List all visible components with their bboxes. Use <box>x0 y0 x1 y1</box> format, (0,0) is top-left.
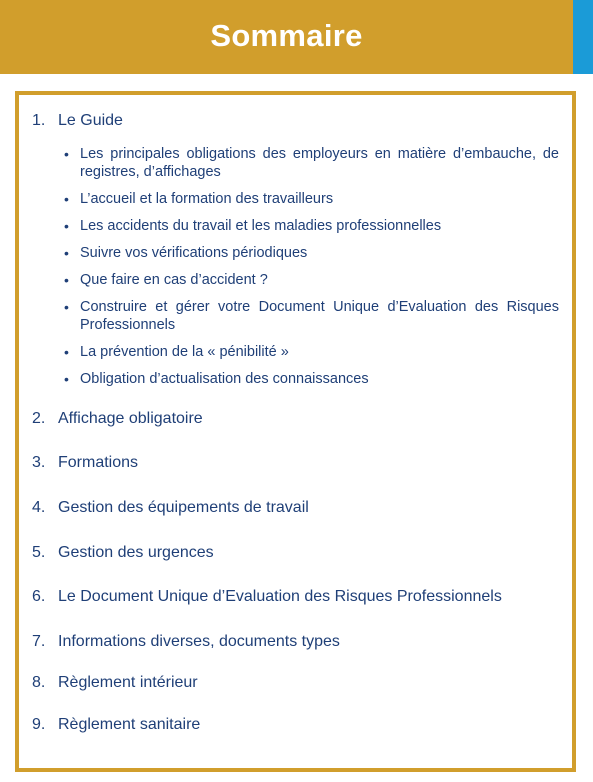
toc-item-number: 2. <box>32 410 46 427</box>
toc-item-number: 9. <box>32 716 46 733</box>
toc-item-5[interactable] <box>32 544 556 562</box>
bullet-icon: • <box>64 218 69 234</box>
toc-item-number: 4. <box>32 499 46 516</box>
toc-subitem-label: Suivre vos vérifications périodiques <box>80 245 308 261</box>
toc-subitem-label: Que faire en cas d’accident ? <box>80 272 268 288</box>
toc-item-number: 6. <box>32 588 46 605</box>
toc-item-7[interactable] <box>32 633 556 651</box>
bullet-icon: • <box>64 146 69 162</box>
toc-item-number: 1. <box>32 112 46 129</box>
toc-subitem-label: L’accueil et la formation des travailleurs <box>80 191 334 207</box>
accent-bar <box>573 0 593 74</box>
bullet-icon: • <box>64 272 69 288</box>
toc-item-number: 7. <box>32 633 46 650</box>
toc-item-label: Gestion des urgences <box>58 544 214 561</box>
toc-subitem-7[interactable] <box>64 343 559 361</box>
toc-item-label: Formations <box>58 454 139 471</box>
toc-item-2[interactable] <box>32 410 556 428</box>
toc-item-3[interactable] <box>32 454 556 472</box>
toc-item-label: Gestion des équipements de travail <box>58 499 309 516</box>
toc-subitem-5[interactable] <box>64 271 559 289</box>
bullet-icon: • <box>64 191 69 207</box>
toc-subitem-label: Les accidents du travail et les maladies professionnelles <box>80 218 442 234</box>
toc-item-4[interactable] <box>32 499 556 517</box>
table-of-contents <box>15 91 576 772</box>
toc-item-label: Règlement sanitaire <box>58 716 201 733</box>
toc-subitem-label: La prévention de la « pénibilité » <box>80 344 289 360</box>
toc-subitem-6[interactable] <box>64 298 559 334</box>
toc-item-number: 3. <box>32 454 46 471</box>
toc-item-9[interactable] <box>32 716 556 734</box>
toc-subitem-label: Les principales obligations des employeurs en matière d’embauche, de registres, d’affichages <box>80 146 559 180</box>
toc-item-label: Affichage obligatoire <box>58 410 203 427</box>
header-banner <box>0 0 573 74</box>
toc-sublist <box>64 145 559 397</box>
page-title: Sommaire <box>210 18 363 53</box>
toc-subitem-3[interactable] <box>64 217 559 235</box>
toc-item-label: Informations diverses, documents types <box>58 633 340 650</box>
toc-item-label: Le Guide <box>58 112 123 129</box>
toc-item-number: 5. <box>32 544 46 561</box>
toc-subitem-label: Obligation d’actualisation des connaissances <box>80 371 369 387</box>
toc-item-1[interactable] <box>32 112 556 130</box>
toc-subitem-8[interactable] <box>64 370 559 388</box>
toc-subitem-label: Construire et gérer votre Document Unique d’Evaluation des Risques Professionnels <box>80 299 559 333</box>
toc-item-8[interactable] <box>32 674 556 692</box>
toc-item-label: Le Document Unique d’Evaluation des Risques Professionnels <box>58 588 502 605</box>
toc-subitem-2[interactable] <box>64 190 559 208</box>
bullet-icon: • <box>64 371 69 387</box>
bullet-icon: • <box>64 299 69 315</box>
toc-subitem-4[interactable] <box>64 244 559 262</box>
toc-item-label: Règlement intérieur <box>58 674 198 691</box>
toc-subitem-1[interactable] <box>64 145 559 181</box>
toc-item-number: 8. <box>32 674 46 691</box>
toc-item-6[interactable] <box>32 588 556 606</box>
bullet-icon: • <box>64 245 69 261</box>
bullet-icon: • <box>64 344 69 360</box>
